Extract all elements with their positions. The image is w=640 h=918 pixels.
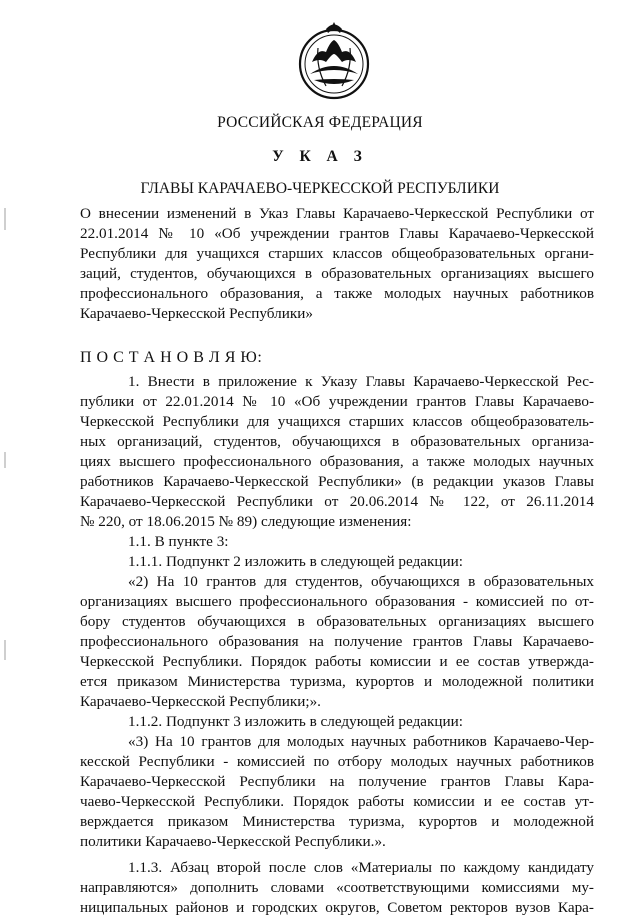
body-line: Карачаево-Черкесской Республики на получение грантов Главы Кара- [80,773,594,790]
body-line: циях высшего профессионального образования, а также молодых научных [80,453,594,470]
body-line: 1.1.3. Абзац второй после слов «Материалы по каждому кандидату [128,859,594,876]
body-line: профессионального образования на получение грантов Главы Карачаево- [80,633,594,650]
body-line: 1.1.1. Подпункт 2 изложить в следующей редакции: [128,553,464,570]
scan-artifact [4,208,6,230]
body-line: организациях высшего профессионального образования - комиссией по от- [80,593,594,610]
title-line: О внесении изменений в Указ Главы Карачаево-Черкесской Республики от [80,205,594,222]
scan-artifact [4,640,6,660]
title-line: Республики для учащихся старших классов общеобразовательных органи- [80,245,594,262]
body-line: «2) На 10 грантов для студентов, обучающихся в образовательных [128,573,594,590]
decree-word: П О С Т А Н О В Л Я Ю: [80,349,263,366]
body-line: ных организаций, студентов, обучающихся в образовательных организа- [80,433,594,450]
body-line: Карачаево-Черкесской Республики;». [80,693,321,710]
body-line: 1.1. В пункте 3: [128,533,229,550]
body-line: 1. Внести в приложение к Указу Главы Карачаево-Черкесской Рес- [128,373,594,390]
body-line: ниципальных районов и городских округов, Советом ректоров вузов Кара- [80,899,594,916]
body-line: ется приказом Министерства туризма, курортов и молодежной политики [80,673,594,690]
body-line: публики от 22.01.2014 № 10 «Об учреждении грантов Главы Карачаево- [80,393,594,410]
country-heading: РОССИЙСКАЯ ФЕДЕРАЦИЯ [217,114,423,131]
scan-artifact [4,452,6,468]
body-line: кесской Республики - комиссией по отбору молодых научных работников [80,753,594,770]
coat-of-arms-icon [296,18,372,106]
body-line: № 220, от 18.06.2015 № 89) следующие изменения: [80,513,412,530]
body-line: направляются» дополнить словами «соответствующими комиссиями му- [80,879,594,896]
body-line: «3) На 10 грантов для молодых научных работников Карачаево-Чер- [128,733,594,750]
body-line: Карачаево-Черкесской Республики от 20.06.2014 № 122, от 26.11.2014 [80,493,594,510]
title-line: 22.01.2014 № 10 «Об учреждении грантов Главы Карачаево-Черкесской [80,225,594,242]
body-line: работников Карачаево-Черкесской Республики» (в редакции указов Главы [80,473,594,490]
document-type-heading: У К А З [272,148,368,165]
title-line: профессионального образования, а также молодых научных работников [80,285,594,302]
body-line: Черкесской Республики. Порядок работы комиссии и ее состав утвержда- [80,653,594,670]
body-line: чаево-Черкесской Республики. Порядок работы комиссии и ее состав ут- [80,793,594,810]
body-line: политики Карачаево-Черкесской Республики.». [80,833,386,850]
body-line: 1.1.2. Подпункт 3 изложить в следующей редакции: [128,713,464,730]
title-line: заций, студентов, обучающихся в образовательных организациях высшего [80,265,594,282]
issuer-heading: ГЛАВЫ КАРАЧАЕВО-ЧЕРКЕССКОЙ РЕСПУБЛИКИ [140,180,500,197]
body-line: верждается приказом Министерства туризма, курортов и молодежной [80,813,594,830]
body-line: бору студентов обучающихся в образовательных организациях высшего [80,613,594,630]
body-line: Черкесской Республики для учащихся старших классов общеобразователь- [80,413,594,430]
title-line: Карачаево-Черкесской Республики» [80,305,313,322]
